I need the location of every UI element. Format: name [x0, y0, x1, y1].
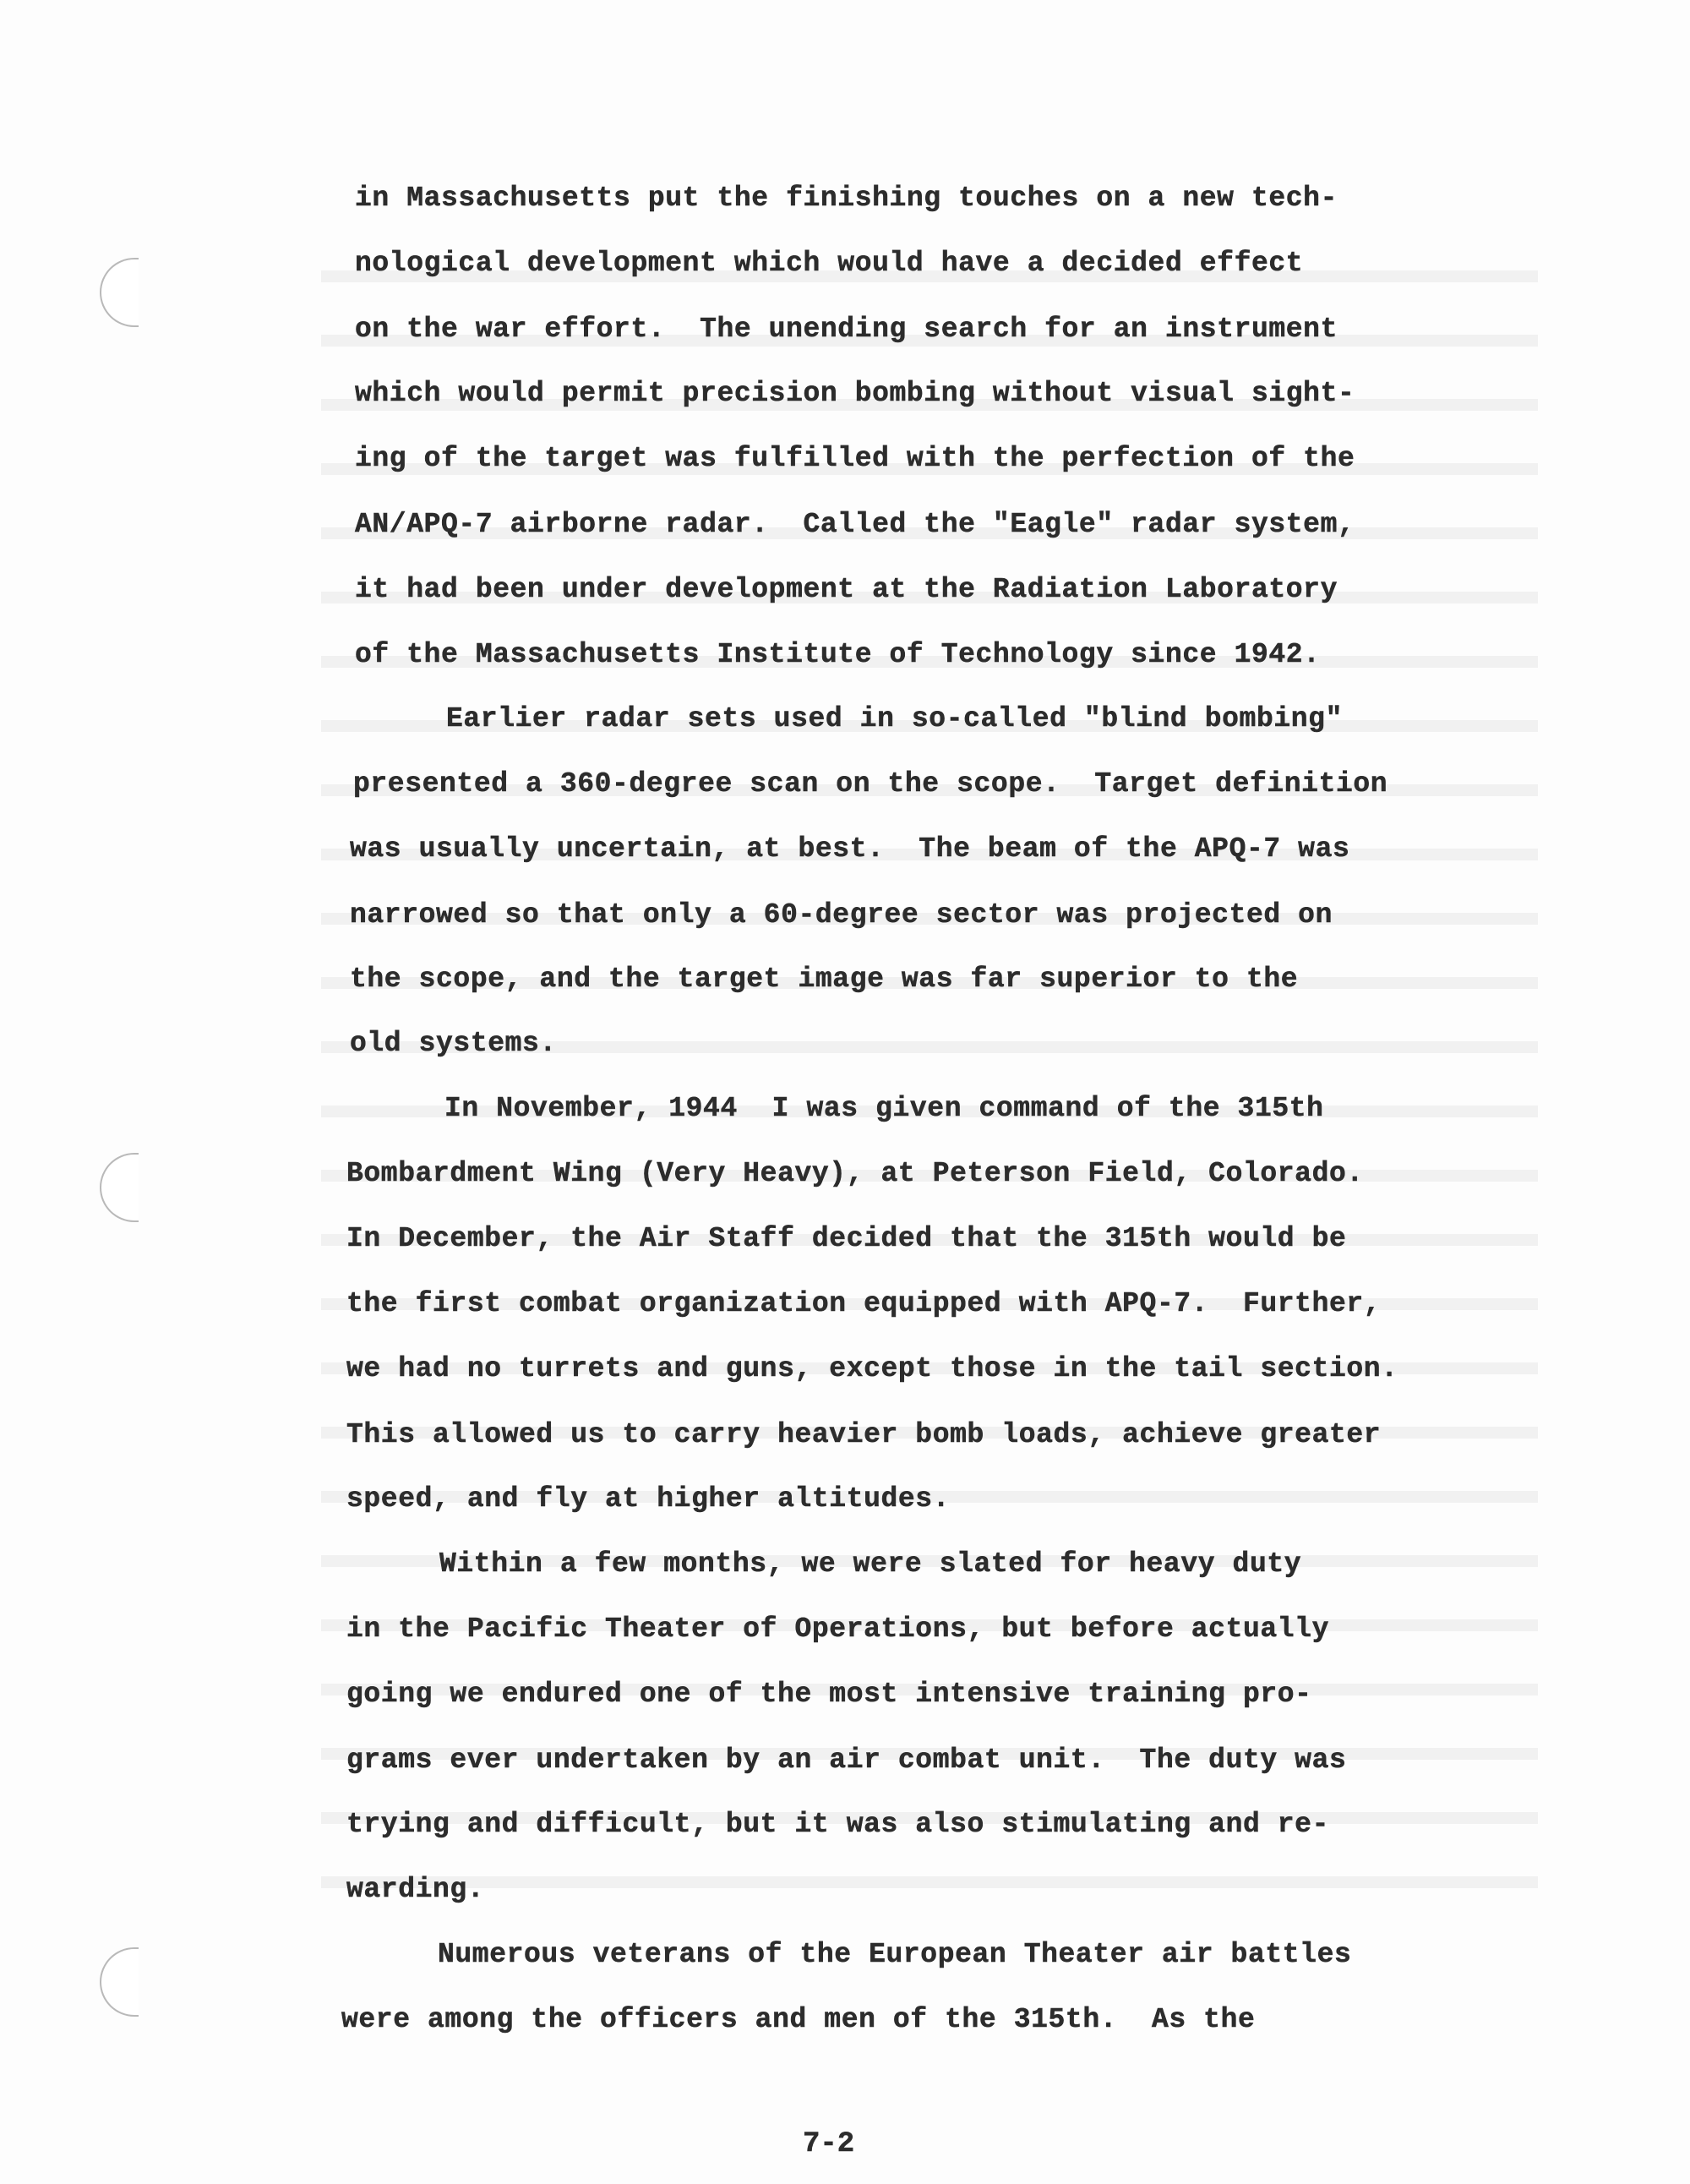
- text-line: In December, the Air Staff decided that the 315th would be: [346, 1223, 1347, 1254]
- text-line: the first combat organization equipped with APQ-7. Further,: [346, 1288, 1382, 1319]
- punch-hole-bottom: [100, 1947, 139, 2017]
- text-line: Bombardment Wing (Very Heavy), at Peterson Field, Colorado.: [346, 1158, 1364, 1189]
- text-line: ing of the target was fulfilled with the perfection of the: [355, 443, 1355, 474]
- text-line: presented a 360-degree scan on the scope. Target definition: [353, 768, 1388, 800]
- text-line: Earlier radar sets used in so-called "blind bombing": [446, 703, 1343, 734]
- text-line: nological development which would have a decided effect: [355, 248, 1304, 279]
- text-line: in the Pacific Theater of Operations, but before actually: [346, 1613, 1329, 1645]
- text-line: AN/APQ-7 airborne radar. Called the "Eagle" radar system,: [355, 509, 1355, 540]
- punch-hole-middle: [100, 1153, 139, 1222]
- text-line: In November, 1944 I was given command of the 315th: [444, 1093, 1324, 1124]
- text-line: which would permit precision bombing without visual sight-: [355, 378, 1355, 409]
- text-line: going we endured one of the most intensive training pro-: [346, 1679, 1312, 1710]
- text-line: we had no turrets and guns, except those in the tail section.: [346, 1353, 1398, 1384]
- text-line: of the Massachusetts Institute of Technology since 1942.: [355, 639, 1321, 670]
- punch-hole-top: [100, 258, 139, 327]
- text-line: grams ever undertaken by an air combat unit. The duty was: [346, 1744, 1347, 1776]
- text-line: speed, and fly at higher altitudes.: [346, 1483, 951, 1515]
- text-line: old systems.: [350, 1028, 557, 1059]
- text-line: warding.: [346, 1874, 485, 1905]
- text-line: were among the officers and men of the 315th. As the: [341, 2004, 1256, 2035]
- text-line: on the war effort. The unending search for an instrument: [355, 314, 1338, 345]
- text-line: it had been under development at the Radiation Laboratory: [355, 574, 1338, 605]
- text-line: in Massachusetts put the finishing touches on a new tech-: [355, 183, 1338, 214]
- text-line: was usually uncertain, at best. The beam of the APQ-7 was: [350, 833, 1350, 865]
- text-line: This allowed us to carry heavier bomb loads, achieve greater: [346, 1419, 1382, 1450]
- page-number: 7-2: [803, 2128, 855, 2160]
- text-line: Within a few months, we were slated for heavy duty: [439, 1548, 1302, 1580]
- bleed-through-texture: [321, 245, 1538, 1919]
- text-line: Numerous veterans of the European Theater air battles: [438, 1939, 1352, 1970]
- text-line: the scope, and the target image was far superior to the: [350, 964, 1299, 995]
- text-line: trying and difficult, but it was also stimulating and re-: [346, 1809, 1329, 1840]
- text-line: narrowed so that only a 60-degree sector was projected on: [350, 899, 1333, 931]
